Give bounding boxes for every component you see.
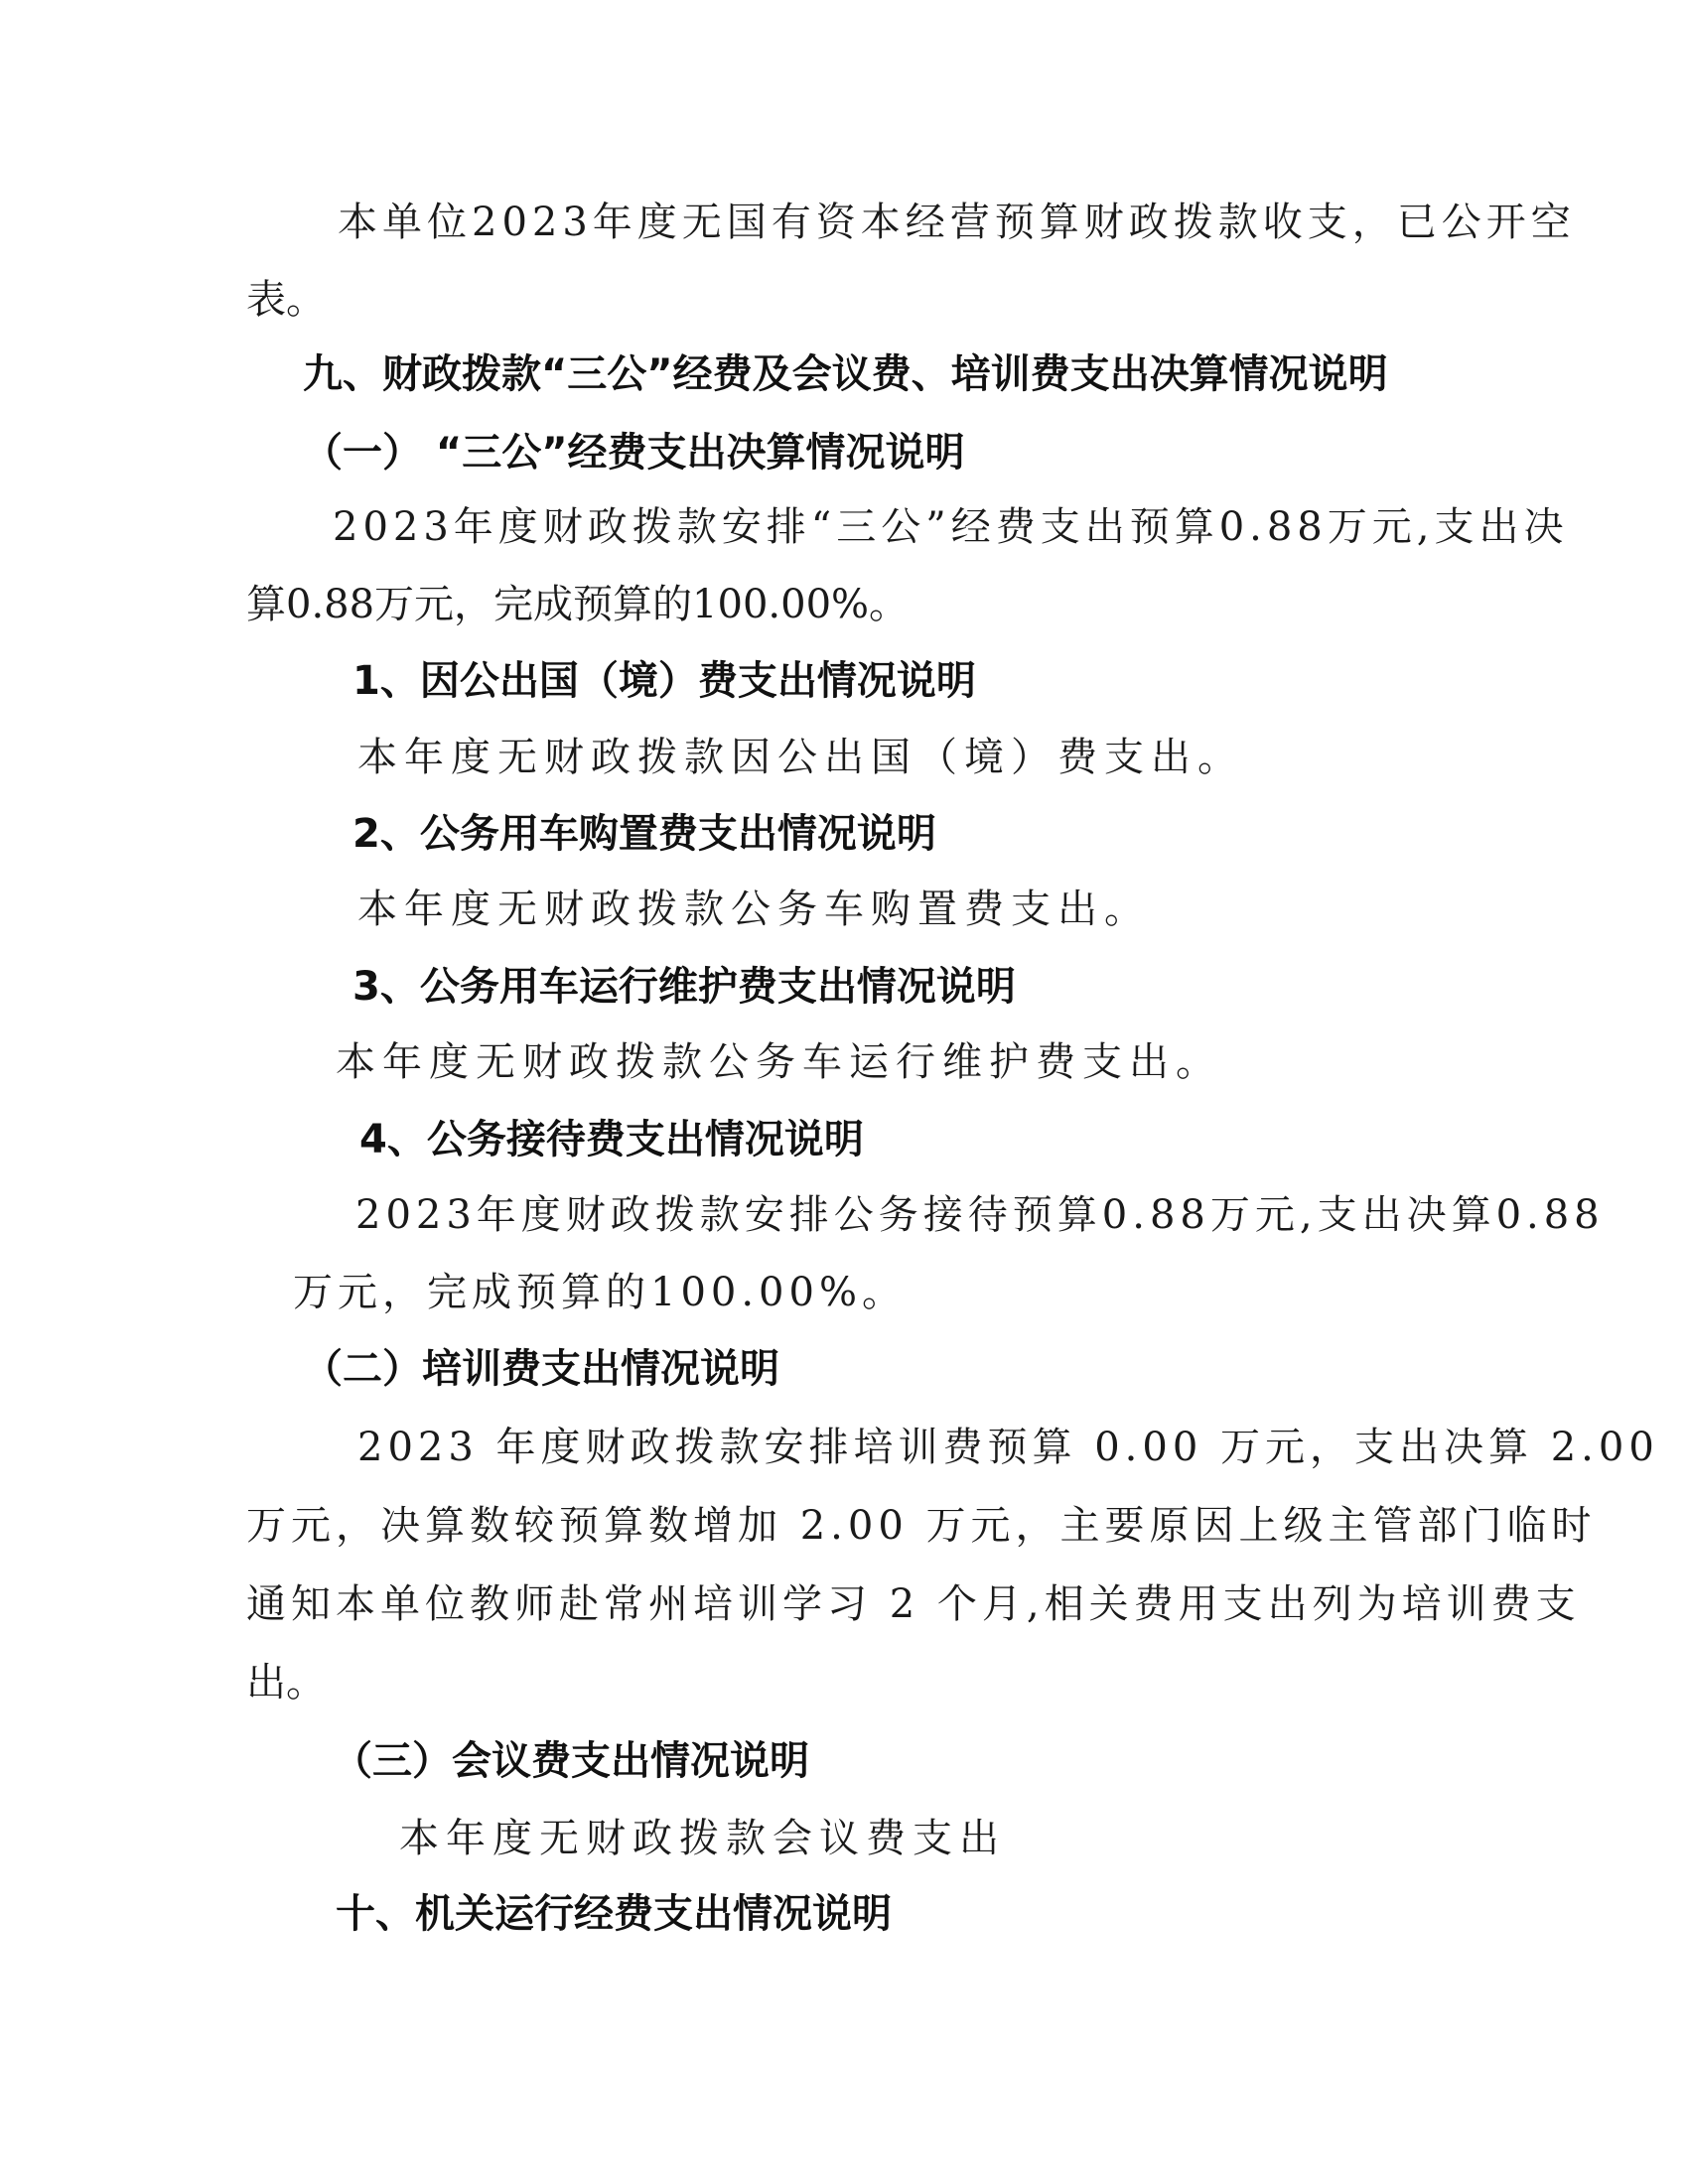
section10-heading: 十、机关运行经费支出情况说明 [336,1891,892,1937]
item1-heading: 1、因公出国（境）费支出情况说明 [352,658,976,704]
sub3-text: 本年度无财政拨款会议费支出 [399,1816,1006,1861]
item2-heading: 2、公务用车购置费支出情况说明 [352,811,936,857]
item1-text: 本年度无财政拨款因公出国（境）费支出。 [357,735,1244,780]
item4-text-line-2: 万元，完成预算的100.00%。 [293,1270,907,1315]
sub2-heading: （二）培训费支出情况说明 [303,1346,779,1392]
sub2-paragraph-line-1: 2023 年度财政拨款安排培训费预算 0.00 万元，支出决算 2.00 [357,1425,1659,1470]
sub2-paragraph-line-2: 万元，决算数较预算数增加 2.00 万元，主要原因上级主管部门临时 [246,1503,1597,1549]
item2-text: 本年度无财政拨款公务车购置费支出。 [357,887,1151,932]
item4-heading: 4、公务接待费支出情况说明 [359,1117,864,1162]
section9-heading: 九、财政拨款“三公”经费及会议费、培训费支出决算情况说明 [303,351,1388,397]
item3-text: 本年度无财政拨款公务车运行维护费支出。 [336,1039,1222,1085]
item3-heading: 3、公务用车运行维护费支出情况说明 [352,964,1016,1010]
sub1-paragraph-line-2: 算0.88万元，完成预算的100.00%。 [246,582,910,627]
section8-paragraph-line-2: 表。 [246,277,326,323]
section8-paragraph-line-1: 本单位2023年度无国有资本经营预算财政拨款收支，已公开空 [338,200,1576,245]
sub1-paragraph-line-1: 2023年度财政拨款安排“三公”经费支出预算0.88万元,支出决 [333,504,1569,550]
item4-text-line-1: 2023年度财政拨款安排公务接待预算0.88万元,支出决算0.88 [355,1192,1605,1238]
sub3-heading: （三）会议费支出情况说明 [333,1738,809,1784]
sub2-paragraph-line-4: 出。 [246,1660,326,1706]
sub2-paragraph-line-3: 通知本单位教师赴常州培训学习 2 个月,相关费用支出列为培训费支 [246,1581,1581,1627]
sub1-heading: （一） “三公”经费支出决算情况说明 [303,430,965,476]
